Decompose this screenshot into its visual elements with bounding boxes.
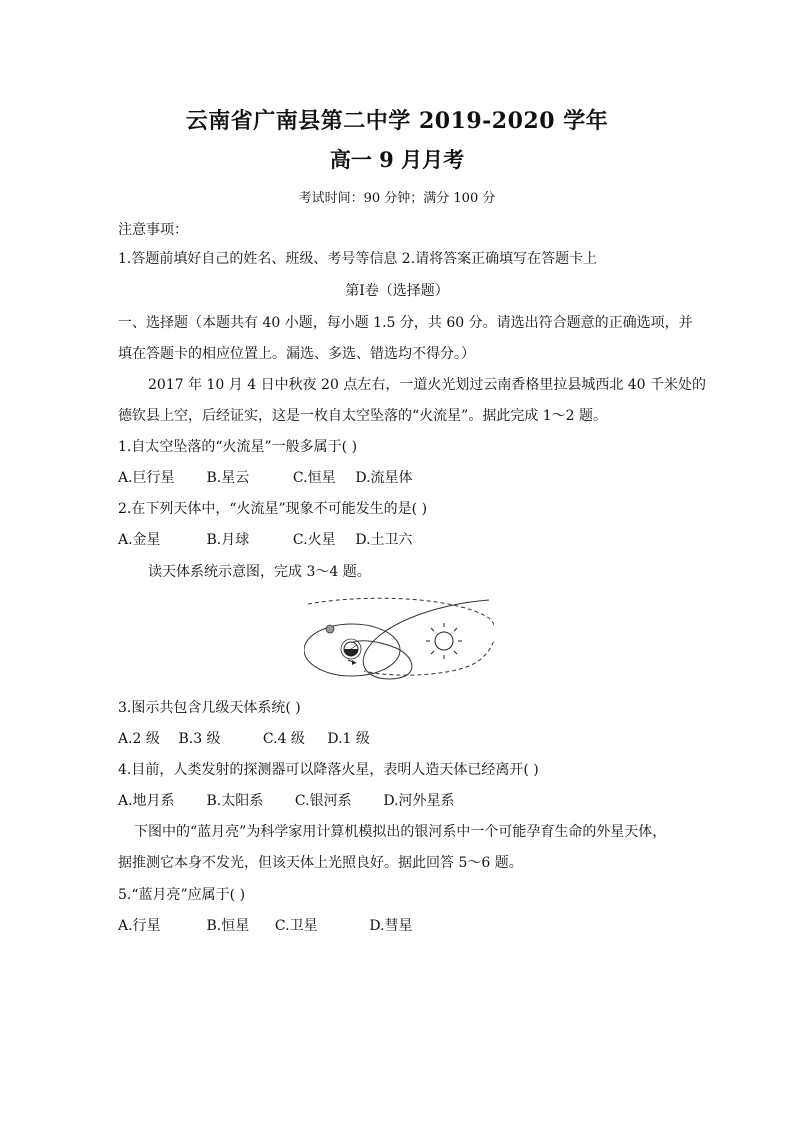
question-3-stem: 3.图示共包含几级天体系统( ) [118,700,301,716]
option-c[interactable]: C.火星 [292,532,336,548]
option-d[interactable]: D.土卫六 [355,532,413,548]
option-a[interactable]: A.巨行星 [118,470,175,486]
question-5-stem: 5.“蓝月亮”应属于( ) [118,887,246,903]
passage2-line1: 读天体系统示意图，完成 3～4 题。 [148,564,371,580]
moon-icon [326,625,334,633]
option-c[interactable]: C.卫星 [274,918,318,934]
option-b[interactable]: B.星云 [206,470,250,486]
question-5-options [118,915,413,935]
passage1-line2: 德钦县上空，后经证实，这是一枚自太空坠落的“火流星”。据此完成 1～2 题。 [118,408,608,424]
exam-info: 考试时间：90 分钟；满分 100 分 [298,191,496,206]
option-b[interactable]: B.恒星 [206,918,250,934]
option-a[interactable]: A.行星 [118,918,161,934]
outer-dashed-orbit [308,598,494,675]
option-a[interactable]: A.地月系 [118,793,175,809]
notice-heading: 注意事项： [118,222,188,238]
section-title: 第Ⅰ卷（选择题） [345,283,449,299]
celestial-system-diagram [304,596,494,686]
question-4-stem: 4.目前，人类发射的探测器可以降落火星，表明人造天体已经离开( ) [118,762,539,778]
notice-item: 1.答题前填好自己的姓名、班级、考号等信息 2.请将答案正确填写在答题卡上 [118,251,598,267]
sun-icon [426,623,462,659]
passage3-line2: 据推测它本身不发光，但该天体上光照良好。据此回答 5～6 题。 [118,855,523,871]
option-b[interactable]: B.3 级 [178,731,221,747]
comet-orbit [349,600,489,679]
option-d[interactable]: D.流星体 [355,470,413,486]
earth-icon [344,642,358,656]
question-3-options [118,728,370,748]
option-b[interactable]: B.月球 [206,532,250,548]
option-d[interactable]: D.彗星 [369,918,413,934]
question-2-stem: 2.在下列天体中，“火流星”现象不可能发生的是( ) [118,501,428,517]
option-c[interactable]: C.恒星 [292,470,336,486]
option-a[interactable]: A.金星 [118,532,161,548]
option-a[interactable]: A.2 级 [118,731,160,747]
passage3-line1: 下图中的“蓝月亮”为科学家用计算机模拟出的银河系中一个可能孕育生命的外星天体， [134,824,667,840]
question-4-options [118,790,455,810]
option-d[interactable]: D.河外星系 [383,793,455,809]
section-instruction-2: 填在答题卡的相应位置上。漏选、多选、错选均不得分。） [118,346,475,362]
page-title: 云南省广南县第二中学 2019-2020 学年 [185,108,609,134]
page-subtitle: 高一 9 月月考 [329,147,465,172]
question-1-stem: 1.自太空坠落的“火流星”一般多属于( ) [118,439,358,455]
option-c[interactable]: C.银河系 [294,793,352,809]
question-1-options [118,467,413,487]
option-d[interactable]: D.1 级 [327,731,370,747]
passage1-line1: 2017 年 10 月 4 日中秋夜 20 点左右，一道火光划过云南香格里拉县城西北 40 千米处的 [148,377,707,393]
question-2-options [118,529,413,549]
option-b[interactable]: B.太阳系 [206,793,264,809]
option-c[interactable]: C.4 级 [262,731,305,747]
section-instruction-1: 一、选择题（本题共有 40 小题，每小题 1.5 分，共 60 分。请选出符合题意的正确选项，并 [118,315,693,331]
